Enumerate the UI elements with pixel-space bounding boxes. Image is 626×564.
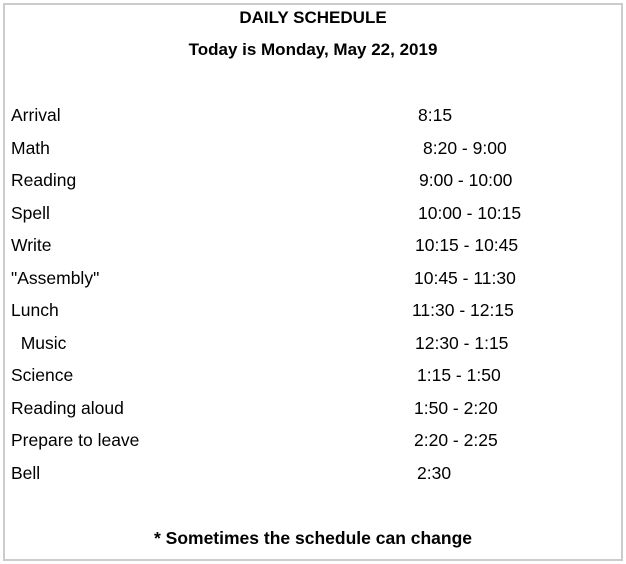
- activity-time: 1:50 - 2:20: [414, 398, 498, 418]
- activity-name: Write: [11, 235, 52, 255]
- activity-name: Reading: [11, 170, 77, 190]
- schedule-row: [0, 461, 626, 485]
- schedule-row: [0, 396, 626, 420]
- activity-time: 10:45 - 11:30: [414, 268, 516, 288]
- schedule-row: [0, 233, 626, 257]
- activity-name: Reading aloud: [11, 398, 124, 418]
- activity-time: 10:00 - 10:15: [418, 203, 522, 223]
- schedule-row: [0, 428, 626, 452]
- activity-time: 2:30: [417, 463, 452, 483]
- activity-time: 8:20 - 9:00: [423, 138, 507, 158]
- activity-time: 10:15 - 10:45: [415, 235, 519, 255]
- activity-time: 2:20 - 2:25: [414, 430, 498, 450]
- activity-name: Science: [11, 365, 74, 385]
- schedule-row: [0, 136, 626, 160]
- schedule-row: [0, 103, 626, 127]
- activity-time: 11:30 - 12:15: [412, 300, 514, 320]
- schedule-row: [0, 331, 626, 355]
- activity-name: Math: [11, 138, 50, 158]
- activity-name: "Assembly": [11, 268, 100, 288]
- activity-name: Music: [11, 333, 67, 353]
- activity-time: 12:30 - 1:15: [415, 333, 509, 353]
- activity-time: 8:15: [418, 105, 453, 125]
- schedule-row: [0, 168, 626, 192]
- activity-time: 9:00 - 10:00: [419, 170, 513, 190]
- activity-name: Prepare to leave: [11, 430, 140, 450]
- schedule-title: DAILY SCHEDULE: [239, 8, 387, 27]
- schedule-note: * Sometimes the schedule can change: [153, 528, 473, 548]
- schedule-row: [0, 201, 626, 225]
- activity-name: Bell: [11, 463, 41, 483]
- activity-name: Spell: [11, 203, 50, 223]
- activity-time: 1:15 - 1:50: [417, 365, 501, 385]
- activity-name: Arrival: [11, 105, 61, 125]
- schedule-row: [0, 298, 626, 322]
- schedule-row: [0, 363, 626, 387]
- schedule-row: [0, 266, 626, 290]
- activity-name: Lunch: [11, 300, 59, 320]
- date-line: Today is Monday, May 22, 2019: [188, 40, 438, 59]
